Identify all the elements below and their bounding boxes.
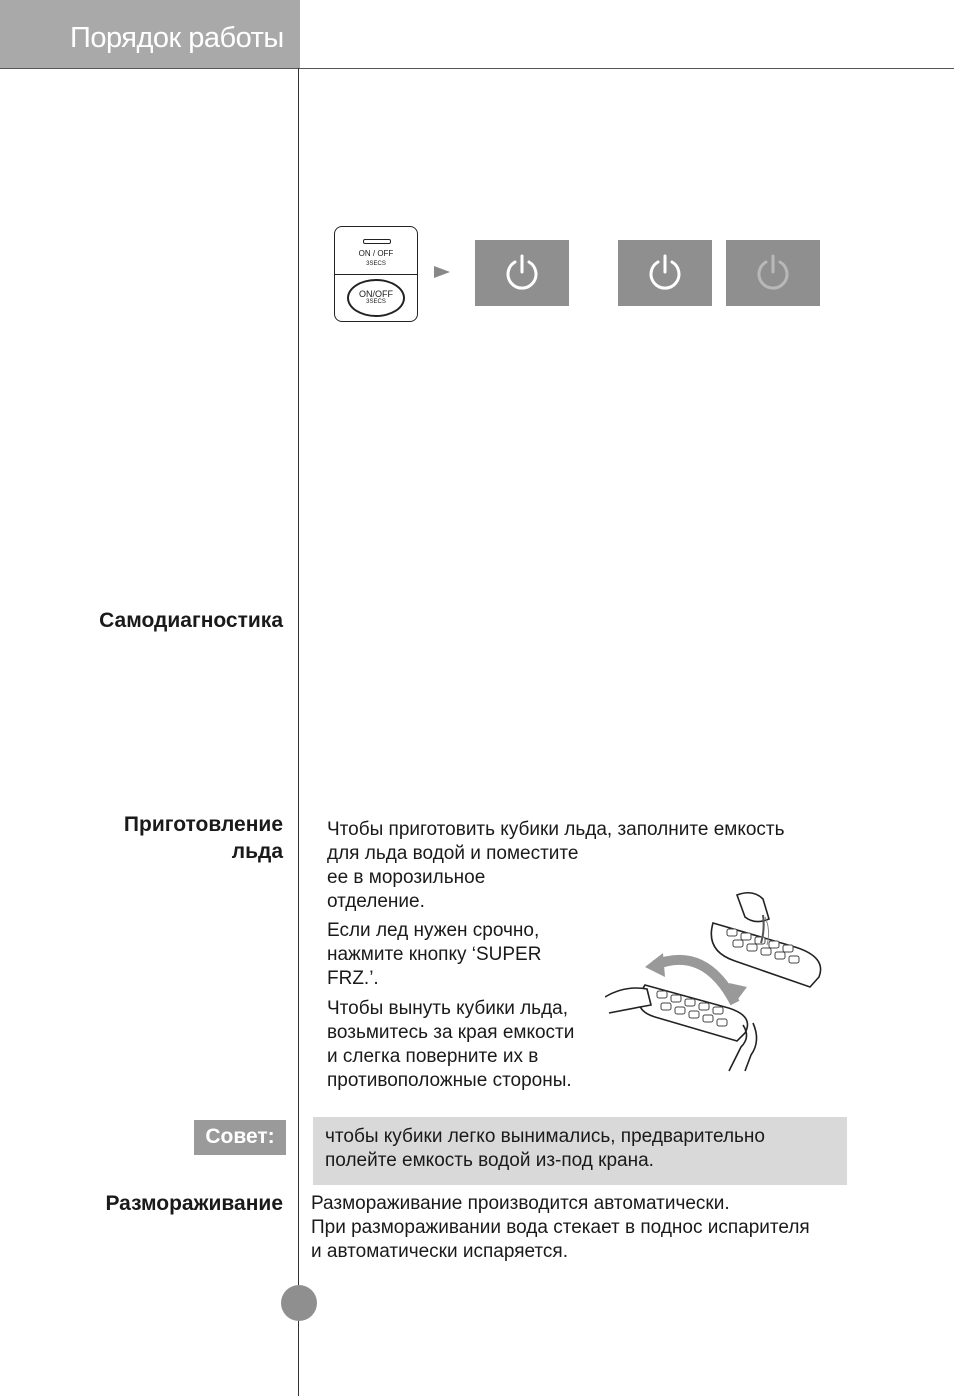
ice-making-heading: Приготовление льда (123, 813, 283, 863)
power-display-2 (618, 240, 712, 306)
panel-divider (335, 274, 417, 275)
power-icon (502, 253, 542, 293)
ice-paragraph-2: Если лед нужен срочно, нажмите кнопку ‘SUPER FRZ.’. (327, 920, 542, 989)
on-off-button-label: ON/OFF (359, 289, 393, 299)
ice-paragraph-3: Чтобы вынуть кубики льда, возьмитесь за края емкости и слегка поверните их в противоположные стороны. (327, 998, 575, 1091)
power-icon (753, 253, 793, 293)
tip-label: Совет: (194, 1120, 286, 1155)
control-panel (334, 226, 418, 322)
tip-box (313, 1117, 847, 1185)
header-rule (0, 68, 954, 69)
tip-text: чтобы кубики легко вынимались, предварительно полейте емкость водой из-под крана. (325, 1126, 765, 1171)
arrow-right-icon (434, 266, 450, 278)
self-diagnostics-heading: Самодиагностика (99, 609, 283, 632)
power-display-1 (475, 240, 569, 306)
page-title: Порядок работы (70, 22, 284, 54)
on-off-button-sub: 3SECS (366, 299, 386, 305)
ice-paragraph-1: Чтобы приготовить кубики льда, заполните емкость для льда водой и поместите ее в морозильное отделение. (327, 819, 785, 912)
indicator-led (363, 239, 391, 244)
power-display-3 (726, 240, 820, 306)
ice-tray-illustration (605, 885, 835, 1075)
column-divider (298, 68, 299, 1396)
filling-tray (711, 893, 820, 987)
page-number-marker (281, 1285, 317, 1321)
defrost-text: Размораживание производится автоматически. При размораживании вода стекает в поднос испарителя и автоматически испаряется. (311, 1193, 810, 1262)
on-off-button[interactable] (347, 279, 405, 317)
power-icon (645, 253, 685, 293)
panel-indicator-label: ON / OFF 3SECS (358, 249, 394, 267)
defrost-heading: Размораживание (105, 1192, 283, 1215)
header-tab (0, 0, 300, 68)
